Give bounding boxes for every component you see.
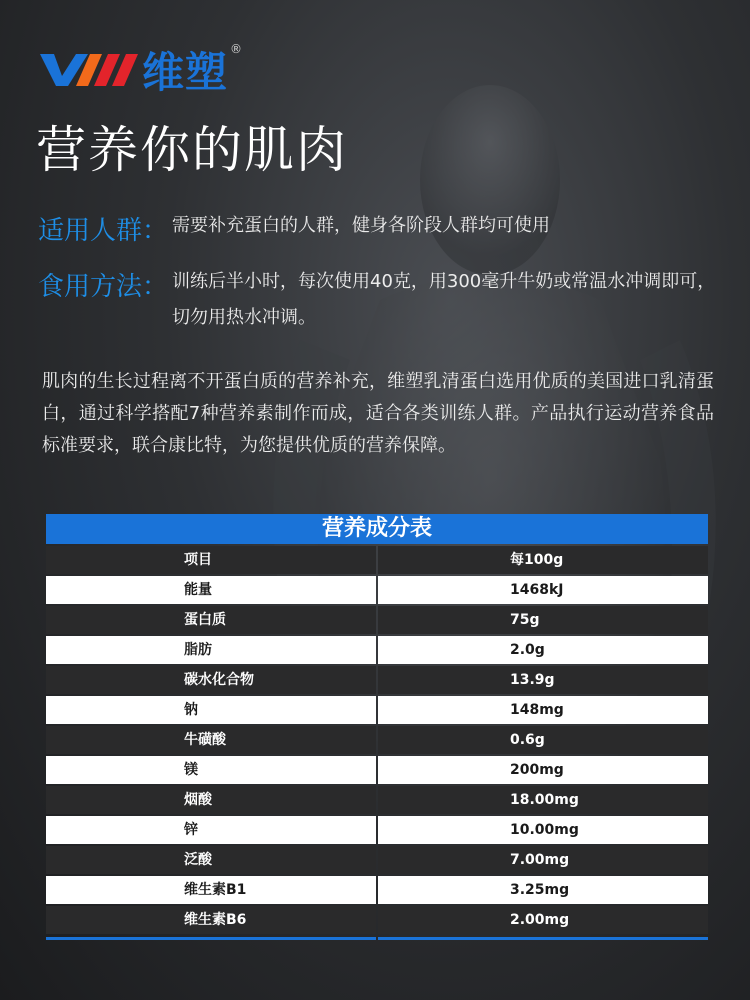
table-row <box>46 816 708 846</box>
table-row <box>46 636 708 666</box>
nutrient-value-cell: 每100g <box>378 546 708 574</box>
nutrient-name-cell: 蛋白质 <box>46 606 376 634</box>
nutrient-name-cell: 项目 <box>46 546 376 574</box>
brand-logo-mark-icon <box>38 50 138 90</box>
nutrient-value-cell: 3.25mg <box>378 876 708 904</box>
nutrient-value-cell: 7.00mg <box>378 846 708 874</box>
nutrient-name-cell: 烟酸 <box>46 786 376 814</box>
nutrient-name-cell: 维生素B1 <box>46 876 376 904</box>
nutrient-value-cell: 1468kJ <box>378 576 708 604</box>
product-intro-paragraph: 肌肉的生长过程离不开蛋白质的营养补充，维塑乳清蛋白选用优质的美国进口乳清蛋白，通过科学搭配7种营养素制作而成，适合各类训练人群。产品执行运动营养食品标准要求，联合康比特，为您提供优质的营养保障。 <box>42 371 714 456</box>
nutrient-name-cell: 碳水化合物 <box>46 666 376 694</box>
nutrient-value-cell: 2.00mg <box>378 906 708 934</box>
table-row <box>46 846 708 876</box>
nutrient-value-cell: 13.9g <box>378 666 708 694</box>
registered-mark: ® <box>230 42 243 56</box>
table-row <box>46 576 708 606</box>
nutrient-name-cell: 泛酸 <box>46 846 376 874</box>
nutrient-value-cell: 18.00mg <box>378 786 708 814</box>
nutrient-value-cell: 10.00mg <box>378 816 708 844</box>
nutrient-value-cell: 200mg <box>378 756 708 784</box>
suitable-group-row <box>38 210 717 247</box>
brand-logo <box>38 40 242 100</box>
nutrient-name-cell: 锌 <box>46 816 376 844</box>
nutrient-name-cell: 钠 <box>46 696 376 724</box>
table-bottom-rule-left <box>46 937 376 940</box>
nutrient-name-cell: 脂肪 <box>46 636 376 664</box>
nutrient-name-cell: 维生素B6 <box>46 906 376 934</box>
nutrient-name-cell: 镁 <box>46 756 376 784</box>
nutrient-value-cell: 0.6g <box>378 726 708 754</box>
usage-method-row <box>38 266 717 336</box>
suitable-group-text: 需要补充蛋白的人群，健身各阶段人群均可使用 <box>172 215 550 236</box>
table-bottom-rule <box>46 937 708 941</box>
usage-method-text: 训练后半小时，每次使用40克，用300毫升牛奶或常温水冲调即可，切勿用热水冲调。 <box>172 271 716 328</box>
nutrient-name-cell: 能量 <box>46 576 376 604</box>
table-row <box>46 666 708 696</box>
usage-method-label: 食用方法： <box>38 272 169 302</box>
table-row <box>46 876 708 906</box>
table-row <box>46 696 708 726</box>
suitable-group-label: 适用人群： <box>38 216 169 246</box>
table-bottom-rule-right <box>378 937 708 940</box>
nutrition-table-title: 营养成分表 <box>46 514 708 544</box>
nutrition-table <box>46 546 708 936</box>
nutrient-value-cell: 2.0g <box>378 636 708 664</box>
table-row <box>46 726 708 756</box>
table-row <box>46 756 708 786</box>
nutrient-value-cell: 75g <box>378 606 708 634</box>
table-row <box>46 546 708 576</box>
page-headline: 营养你的肌肉 <box>36 121 348 179</box>
brand-name: 维塑 <box>142 48 229 97</box>
nutrient-value-cell: 148mg <box>378 696 708 724</box>
nutrient-name-cell: 牛磺酸 <box>46 726 376 754</box>
table-row <box>46 786 708 816</box>
table-row <box>46 606 708 636</box>
table-row <box>46 906 708 936</box>
